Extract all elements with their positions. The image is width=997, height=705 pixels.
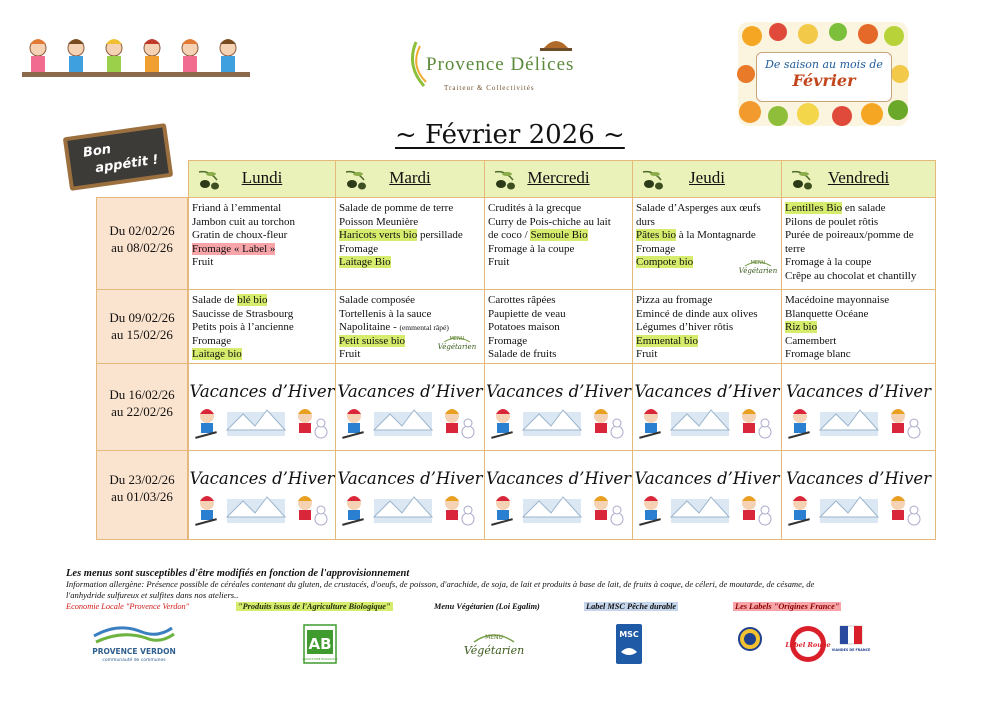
menu-item: Pilons de poulet rôtis: [785, 215, 879, 228]
msc-logo: [616, 624, 642, 664]
bio-item: Pâtes bio: [636, 229, 677, 242]
winter-sports-illustration: [637, 404, 777, 442]
menu-item: à la Montagnarde: [676, 229, 756, 242]
menu-cell-w2-vendredi: [781, 289, 936, 364]
bio-item: Haricots verts bio: [339, 229, 418, 242]
day-header-jeudi: [632, 160, 782, 198]
season-line-1: De saison au mois de: [765, 58, 883, 71]
week-label-4: [96, 450, 188, 540]
menu-item: Potatoes maison: [488, 321, 560, 334]
bio-item: Semoule Bio: [530, 229, 588, 242]
holiday-title: Vacances d’Hiver: [189, 469, 335, 488]
day-header-vendredi: [781, 160, 936, 198]
menu-vegetarien-logo: [463, 626, 525, 664]
child-4: [144, 39, 160, 72]
winter-sports-illustration: [489, 404, 629, 442]
day-name: Lundi: [241, 168, 283, 187]
menu-cell-w2-mardi: [335, 289, 485, 364]
allergen-text-2: l'anhydride sulfureux et sulfites dans nos ateliers..: [66, 589, 239, 600]
legend-origin-france: Les Labels "Origines France": [735, 602, 840, 611]
footer-notes: [66, 568, 946, 600]
winter-sports-illustration: [489, 491, 629, 529]
child-2: [68, 39, 84, 72]
menu-item: Purée de poireaux/pomme de: [785, 229, 914, 242]
bio-item: Emmental bio: [636, 334, 699, 347]
day-header-lundi: [188, 160, 336, 198]
menu-item: en salade: [842, 202, 886, 214]
holiday-cell-w3-vendredi: [781, 363, 936, 451]
week-to: au 22/02/26: [111, 404, 173, 419]
week-from: Du 23/02/26: [109, 472, 175, 487]
bio-item: Laitage Bio: [339, 256, 391, 269]
provence-verdon-logo: [88, 618, 180, 664]
ab-organic-logo: [303, 624, 337, 664]
day-name: Vendredi: [827, 168, 890, 187]
menu-cell-w2-lundi: [188, 289, 336, 364]
day-header-mercredi: [484, 160, 633, 198]
bon-appetit-line-1: Bon: [82, 141, 113, 161]
menu-item: Crêpe au chocolat et chantilly: [785, 269, 917, 282]
winter-sports-illustration: [786, 404, 926, 442]
holiday-title: Vacances d’Hiver: [634, 469, 780, 488]
menu-item: Salade de: [192, 294, 238, 306]
menu-item: durs: [636, 215, 655, 228]
veg-badge-line-2: Végétarien: [738, 267, 778, 275]
holiday-cell-w4-mercredi: [484, 450, 633, 540]
week-label-3: [96, 363, 188, 451]
menu-item: Gratin de choux-fleur: [192, 229, 288, 242]
season-banner: [738, 22, 908, 126]
week-from: Du 16/02/26: [109, 387, 175, 402]
holiday-cell-w4-lundi: [188, 450, 336, 540]
child-1: [30, 39, 46, 72]
menu-item: Fromage: [192, 334, 232, 347]
menu-cell-w1-vendredi: [781, 197, 936, 290]
menu-item: Tortellenis à la sauce: [339, 307, 432, 320]
child-5: [182, 39, 198, 72]
menu-item: Fromage: [339, 242, 379, 255]
winter-sports-illustration: [193, 404, 333, 442]
winter-sports-illustration: [193, 491, 333, 529]
bon-appetit-line-2: appétit !: [94, 152, 160, 177]
menu-item: Carottes râpées: [488, 294, 556, 306]
week-from: Du 02/02/26: [109, 223, 175, 238]
menu-item: Curry de Pois-chiche au lait: [488, 215, 611, 228]
menu-item: Crudités à la grecque: [488, 202, 582, 214]
legend-vegetarian: Menu Végétarien (Loi Egalim): [434, 602, 540, 611]
quality-seal-icon: [738, 627, 762, 651]
holiday-title: Vacances d’Hiver: [785, 469, 932, 488]
menu-item: persillade: [417, 229, 463, 242]
children-illustration: [22, 36, 250, 84]
bio-item: Petit suisse bio: [339, 334, 406, 347]
menu-item: Salade de pomme de terre: [339, 202, 454, 214]
allergen-text-1: Information allergène: Présence possible de céréales contenant du gluten, de crustacés, d'oeufs, de poisson, d'arachide, de soja, de lait et produits à base de lait, de fruits à coque, de céleri, de moutarde, de césame, de: [66, 579, 815, 589]
holiday-title: Vacances d’Hiver: [189, 382, 335, 401]
holiday-cell-w4-vendredi: [781, 450, 936, 540]
menu-item: Paupiette de veau: [488, 307, 566, 320]
brand-tagline: Traiteur & Collectivités: [444, 84, 535, 92]
menu-item: Fruit: [339, 348, 361, 361]
menu-cell-w1-jeudi: [632, 197, 782, 290]
menu-item: Napolitaine -: [339, 321, 400, 334]
veg-logo-line-2: Végétarien: [463, 644, 525, 657]
day-name: Mercredi: [527, 168, 590, 187]
menu-item: Friand à l’emmental: [192, 202, 282, 214]
week-label-1: [96, 197, 188, 290]
child-6: [220, 39, 236, 72]
day-name: Mardi: [389, 168, 431, 187]
menu-cell-w1-mercredi: [484, 197, 633, 290]
winter-sports-illustration: [340, 491, 480, 529]
winter-sports-illustration: [637, 491, 777, 529]
veg-logo-line-1: MENU: [485, 634, 503, 641]
bio-item: Lentilles Bio: [785, 202, 843, 214]
menu-item: Poisson Meunière: [339, 215, 419, 228]
holiday-cell-w4-mardi: [335, 450, 485, 540]
day-name: Jeudi: [689, 168, 725, 187]
label-rouge-logo: [785, 624, 831, 664]
winter-sports-illustration: [340, 404, 480, 442]
holiday-title: Vacances d’Hiver: [485, 382, 632, 401]
holiday-title: Vacances d’Hiver: [337, 469, 483, 488]
menu-item: Fruit: [192, 256, 214, 269]
holiday-title: Vacances d’Hiver: [785, 382, 932, 401]
legend-local-economy: Economie Locale "Provence Verdon": [66, 602, 190, 611]
page-title: ~ Février 2026 ~: [395, 120, 625, 150]
menu-note: (emmental râpé): [399, 323, 449, 333]
label-rouge-text: Label Rouge: [785, 641, 831, 649]
menu-cell-w2-mercredi: [484, 289, 633, 364]
week-from: Du 09/02/26: [109, 310, 175, 325]
menu-cell-w2-jeudi: [632, 289, 782, 364]
week-label-2: [96, 289, 188, 364]
legend-organic: "Produits issus de l'Agriculture Biologique": [238, 602, 391, 611]
holiday-title: Vacances d’Hiver: [337, 382, 483, 401]
menu-item: Fruit: [636, 348, 658, 361]
menu-item: Blanquette Océane: [785, 307, 869, 320]
ab-logo-text: AB: [308, 635, 332, 653]
menu-item: Fromage à la coupe: [488, 242, 575, 255]
menu-item: Pizza au fromage: [636, 294, 713, 306]
holiday-cell-w3-jeudi: [632, 363, 782, 451]
holiday-cell-w3-mercredi: [484, 363, 633, 451]
vegetarian-badge: [738, 256, 778, 278]
label-item: Fromage « Label »: [192, 242, 276, 255]
veg-badge-line-1: MENU: [449, 336, 465, 342]
holiday-cell-w4-jeudi: [632, 450, 782, 540]
menu-item: Camembert: [785, 334, 837, 347]
menu-item: terre: [785, 242, 806, 255]
ab-logo-subtext: AGRICULTURE BIOLOGIQUE: [302, 658, 338, 661]
bio-item: Riz bio: [785, 321, 818, 334]
menu-item: Salade d’Asperges aux œufs: [636, 202, 761, 214]
menu-item: Petits pois à l’ancienne: [192, 321, 294, 334]
holiday-title: Vacances d’Hiver: [634, 382, 780, 401]
week-to: au 01/03/26: [111, 489, 173, 504]
msc-logo-text: MSC: [619, 630, 639, 639]
menu-item: Salade composée: [339, 294, 416, 306]
menu-item: de coco /: [488, 229, 531, 242]
holiday-cell-w3-lundi: [188, 363, 336, 451]
veg-badge-line-1: MENU: [750, 260, 766, 266]
menu-cell-w1-mardi: [335, 197, 485, 290]
pv-logo-subtext: communauté de communes: [102, 658, 166, 663]
menu-item: Fruit: [488, 256, 510, 269]
viandes-de-france-logo: [831, 622, 871, 656]
day-header-mardi: [335, 160, 485, 198]
menu-item: Saucisse de Strasbourg: [192, 307, 294, 320]
bio-item: blé bio: [237, 294, 268, 306]
winter-sports-illustration: [786, 491, 926, 529]
brand-name: Provence Délices: [426, 54, 575, 75]
menu-item: Légumes d’hiver rôtis: [636, 321, 734, 334]
vegetarian-badge: [437, 332, 477, 354]
season-label: [756, 52, 892, 102]
menu-item: Jambon cuit au torchon: [192, 215, 295, 228]
menu-item: Macédoine mayonnaise: [785, 294, 890, 306]
bio-item: Laitage bio: [192, 348, 242, 361]
menu-cell-w1-lundi: [188, 197, 336, 290]
holiday-title: Vacances d’Hiver: [485, 469, 632, 488]
menu-item: Emincé de dinde aux olives: [636, 307, 758, 320]
holiday-cell-w3-mardi: [335, 363, 485, 451]
menu-item: Fromage blanc: [785, 348, 851, 361]
child-3: [106, 39, 122, 72]
season-line-2: Février: [792, 71, 856, 90]
menu-item: Fromage: [636, 242, 676, 255]
pv-logo-text: PROVENCE VERDON: [92, 647, 176, 656]
notice-text: Les menus sont susceptibles d'être modifiés en fonction de l'approvisionnement: [66, 568, 410, 579]
menu-item: Fromage: [488, 334, 528, 347]
vf-logo-text: VIANDES DE FRANCE: [831, 648, 871, 652]
week-to: au 08/02/26: [111, 240, 173, 255]
week-to: au 15/02/26: [111, 327, 173, 342]
menu-item: Salade de fruits: [488, 348, 557, 361]
menu-item: Fromage à la coupe: [785, 256, 872, 269]
provence-delices-logo: [404, 32, 594, 104]
legend-msc: Label MSC Pêche durable: [586, 602, 677, 611]
menu-table: [96, 160, 936, 540]
bio-item: Compote bio: [636, 256, 694, 269]
veg-badge-line-2: Végétarien: [437, 343, 477, 351]
